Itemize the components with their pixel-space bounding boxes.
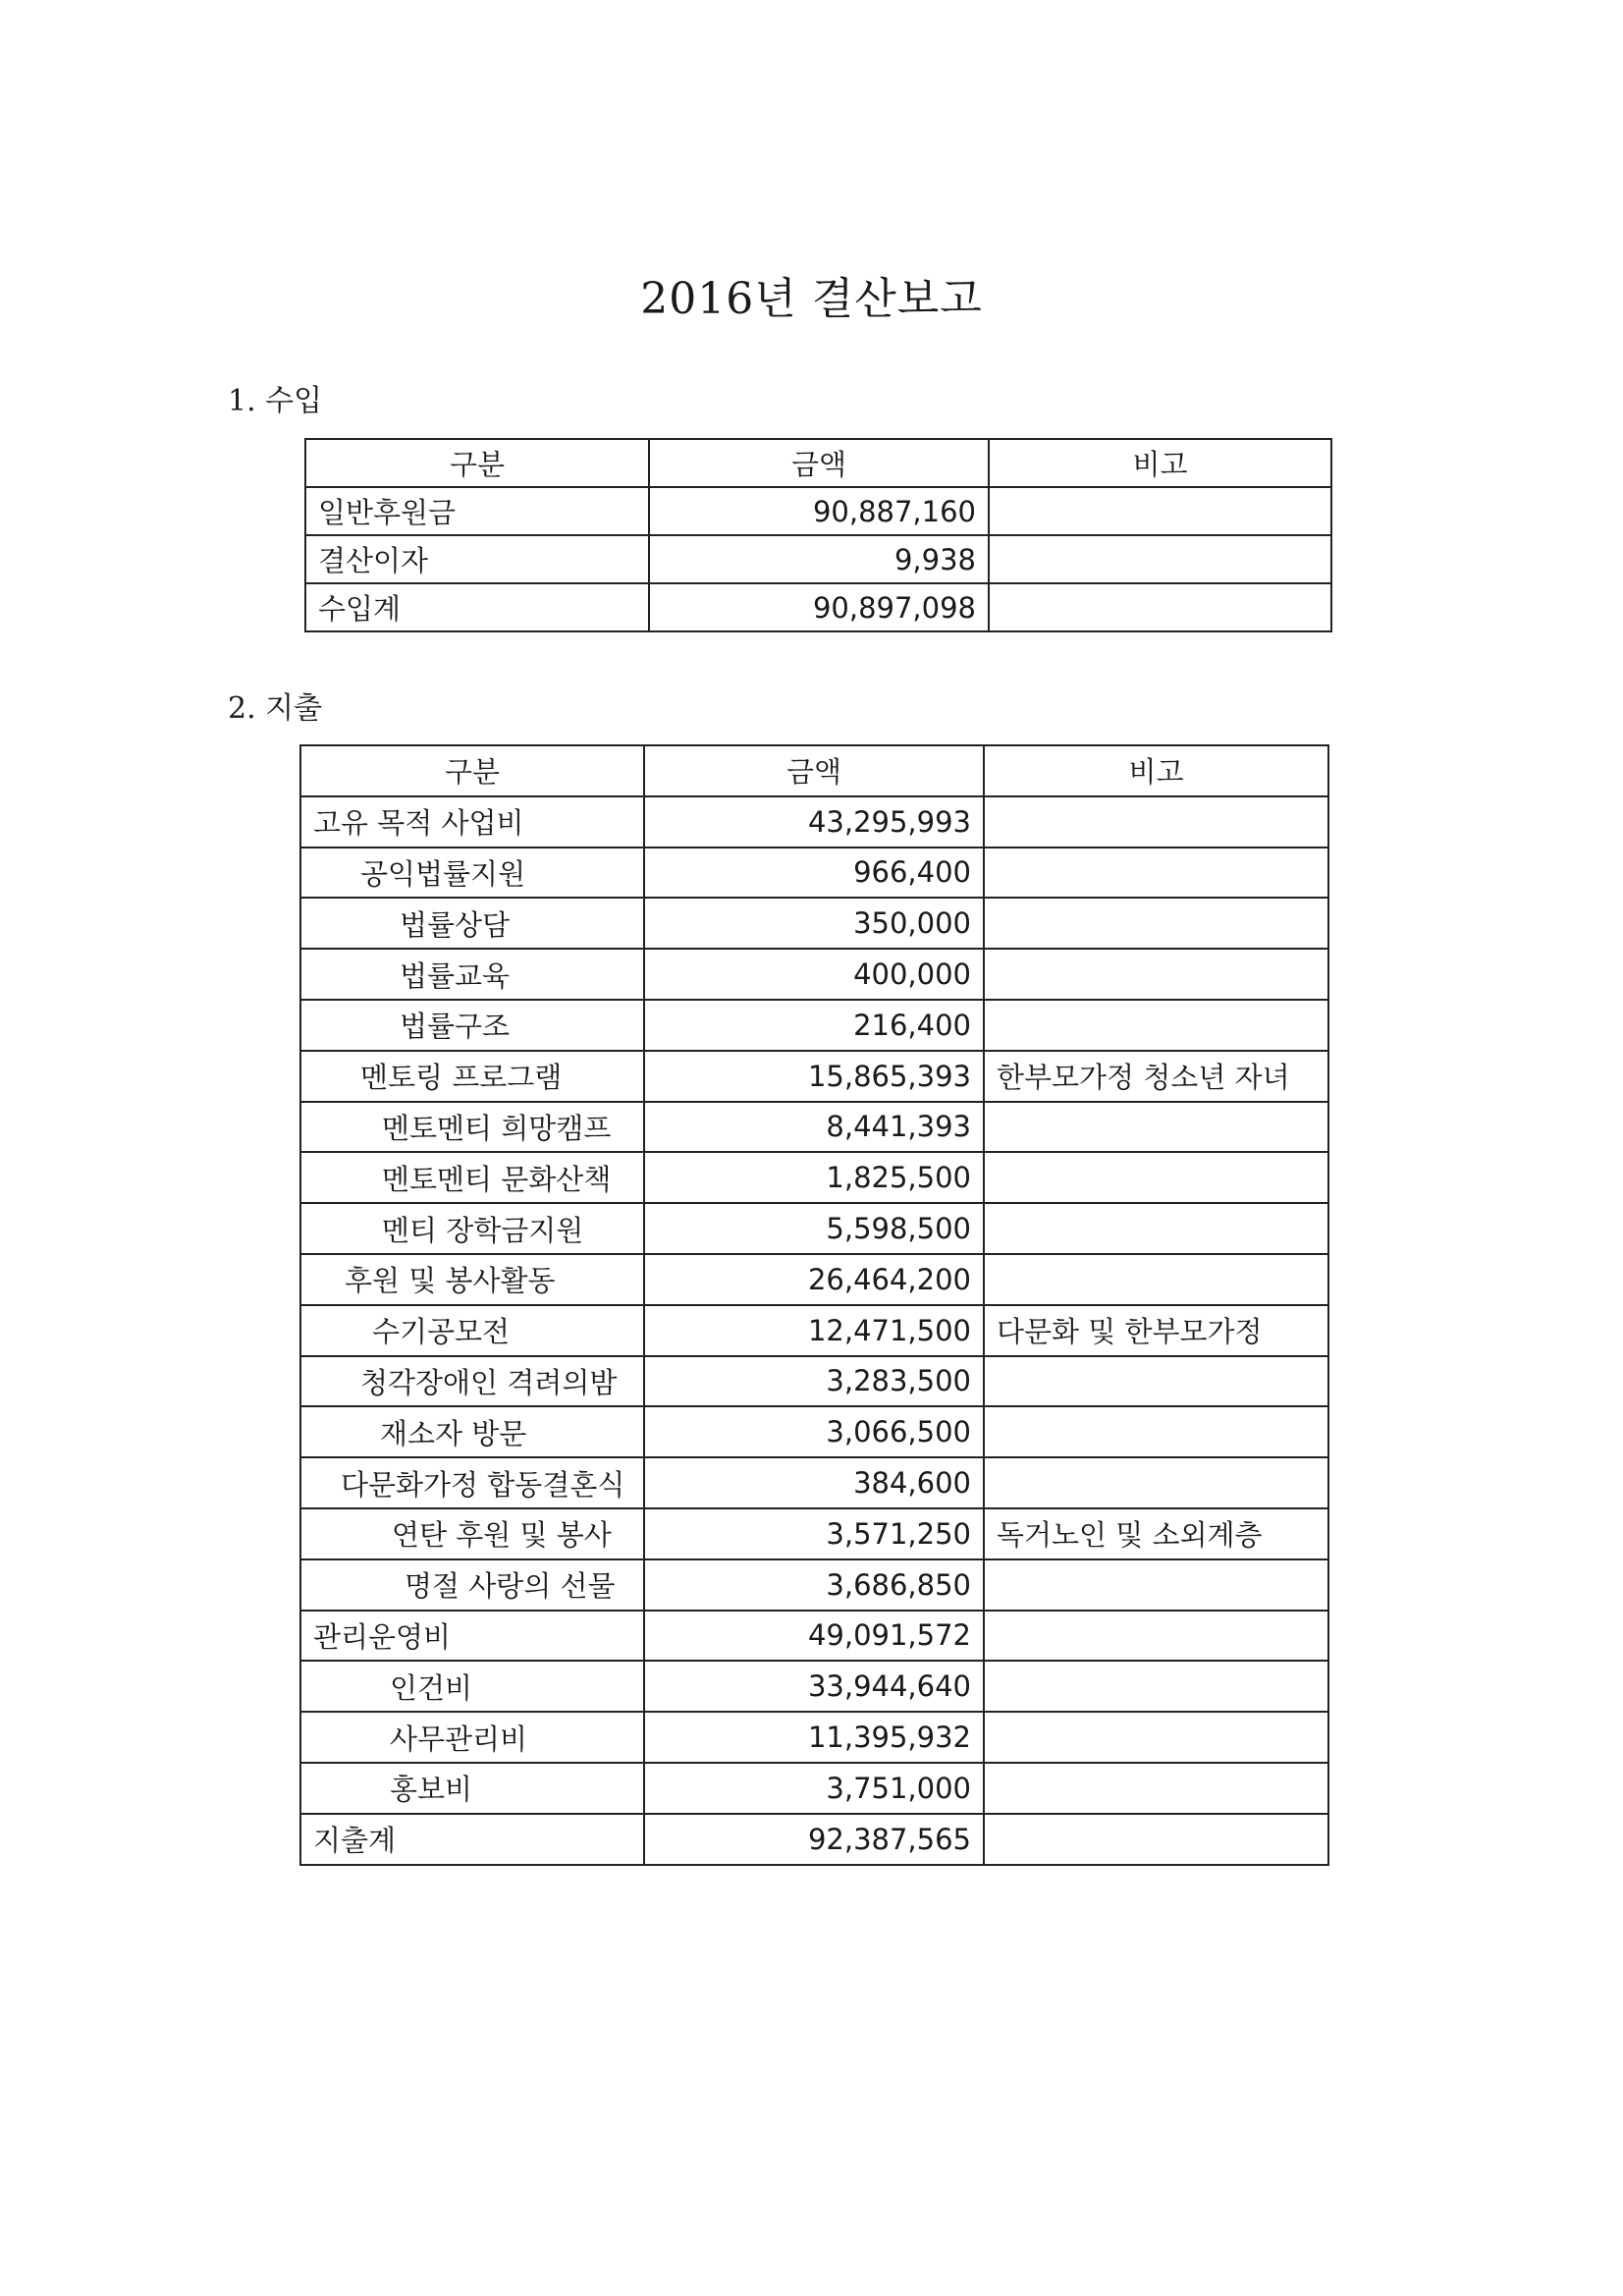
- row-label: 법률교육: [300, 949, 644, 1000]
- row-note: 다문화 및 한부모가정: [984, 1305, 1328, 1356]
- table-row: [300, 1203, 1328, 1254]
- row-amount: 33,944,640: [644, 1661, 984, 1712]
- row-note: [984, 1712, 1328, 1763]
- row-amount: 1,825,500: [644, 1152, 984, 1203]
- row-note: [984, 1814, 1328, 1865]
- row-note: [984, 1559, 1328, 1611]
- row-note: [984, 1102, 1328, 1153]
- row-amount: 12,471,500: [644, 1305, 984, 1356]
- row-label: 명절 사랑의 선물: [300, 1559, 644, 1611]
- row-note: [984, 1152, 1328, 1203]
- row-amount: 384,600: [644, 1457, 984, 1508]
- table-row: [300, 1508, 1328, 1559]
- row-note: [989, 583, 1331, 631]
- row-amount: 92,387,565: [644, 1814, 984, 1865]
- row-amount: 350,000: [644, 898, 984, 949]
- income-table: [304, 438, 1332, 632]
- row-label: 법률상담: [300, 898, 644, 949]
- row-note: [984, 949, 1328, 1000]
- row-amount: 90,887,160: [649, 487, 989, 535]
- table-row: [300, 898, 1328, 949]
- table-row: [305, 535, 1331, 583]
- table-row: [300, 847, 1328, 899]
- row-amount: 8,441,393: [644, 1102, 984, 1153]
- row-amount: 43,295,993: [644, 796, 984, 847]
- income-header-row: [305, 439, 1331, 487]
- row-label: 사무관리비: [300, 1712, 644, 1763]
- row-label: 멘토멘티 문화산책: [300, 1152, 644, 1203]
- column-header-note: 비고: [984, 745, 1328, 796]
- column-header-category: 구분: [305, 439, 649, 487]
- row-note: 독거노인 및 소외계층: [984, 1508, 1328, 1559]
- row-note: [984, 1661, 1328, 1712]
- row-label: 멘티 장학금지원: [300, 1203, 644, 1254]
- page-title: 2016년 결산보고: [640, 274, 983, 324]
- row-label: 후원 및 봉사활동: [300, 1254, 644, 1305]
- row-label: 멘토멘티 희망캠프: [300, 1102, 644, 1153]
- row-amount: 966,400: [644, 847, 984, 899]
- row-label: 결산이자: [305, 535, 649, 583]
- column-header-note: 비고: [989, 439, 1331, 487]
- row-label: 멘토링 프로그램: [300, 1051, 644, 1102]
- table-row: [300, 1457, 1328, 1508]
- expense-header-row: [300, 745, 1328, 796]
- row-amount: 3,066,500: [644, 1406, 984, 1457]
- row-note: [984, 1254, 1328, 1305]
- row-amount: 3,571,250: [644, 1508, 984, 1559]
- row-note: 한부모가정 청소년 자녀: [984, 1051, 1328, 1102]
- table-row: [300, 949, 1328, 1000]
- row-label: 수기공모전: [300, 1305, 644, 1356]
- table-row-total: [305, 583, 1331, 631]
- row-note: [989, 487, 1331, 535]
- row-amount: 11,395,932: [644, 1712, 984, 1763]
- table-row: [300, 1051, 1328, 1102]
- expense-table: [299, 744, 1329, 1866]
- column-header-amount: 금액: [644, 745, 984, 796]
- table-row: [300, 1712, 1328, 1763]
- row-amount: 3,283,500: [644, 1356, 984, 1407]
- table-row-total: [300, 1814, 1328, 1865]
- row-label: 연탄 후원 및 봉사: [300, 1508, 644, 1559]
- row-label: 다문화가정 합동결혼식: [300, 1457, 644, 1508]
- row-label: 공익법률지원: [300, 847, 644, 899]
- table-row: [300, 1102, 1328, 1153]
- row-note: [984, 1763, 1328, 1814]
- row-label: 지출계: [300, 1814, 644, 1865]
- row-label: 인건비: [300, 1661, 644, 1712]
- row-amount: 15,865,393: [644, 1051, 984, 1102]
- row-amount: 400,000: [644, 949, 984, 1000]
- row-note: [984, 898, 1328, 949]
- row-label: 재소자 방문: [300, 1406, 644, 1457]
- row-amount: 49,091,572: [644, 1611, 984, 1662]
- row-note: [984, 1356, 1328, 1407]
- table-row: [300, 1559, 1328, 1611]
- table-row: [300, 1611, 1328, 1662]
- income-section-heading: 1. 수입: [228, 384, 323, 418]
- row-amount: 90,897,098: [649, 583, 989, 631]
- column-header-amount: 금액: [649, 439, 989, 487]
- table-row: [300, 1406, 1328, 1457]
- row-label: 관리운영비: [300, 1611, 644, 1662]
- table-row: [300, 1305, 1328, 1356]
- table-row: [300, 1356, 1328, 1407]
- row-amount: 9,938: [649, 535, 989, 583]
- table-row: [300, 796, 1328, 847]
- table-row: [305, 487, 1331, 535]
- table-row: [300, 1661, 1328, 1712]
- row-note: [984, 847, 1328, 899]
- row-note: [984, 1000, 1328, 1051]
- row-amount: 26,464,200: [644, 1254, 984, 1305]
- row-note: [984, 1611, 1328, 1662]
- row-note: [984, 796, 1328, 847]
- row-label: 수입계: [305, 583, 649, 631]
- table-row: [300, 1763, 1328, 1814]
- row-label: 홍보비: [300, 1763, 644, 1814]
- row-note: [984, 1406, 1328, 1457]
- row-label: 법률구조: [300, 1000, 644, 1051]
- row-note: [984, 1203, 1328, 1254]
- row-label: 고유 목적 사업비: [300, 796, 644, 847]
- column-header-category: 구분: [300, 745, 644, 796]
- row-amount: 3,751,000: [644, 1763, 984, 1814]
- row-note: [984, 1457, 1328, 1508]
- row-amount: 3,686,850: [644, 1559, 984, 1611]
- row-amount: 216,400: [644, 1000, 984, 1051]
- table-row: [300, 1254, 1328, 1305]
- table-row: [300, 1152, 1328, 1203]
- row-note: [989, 535, 1331, 583]
- row-label: 일반후원금: [305, 487, 649, 535]
- table-row: [300, 1000, 1328, 1051]
- expense-section-heading: 2. 지출: [228, 691, 323, 726]
- row-label: 청각장애인 격려의밤: [300, 1356, 644, 1407]
- row-amount: 5,598,500: [644, 1203, 984, 1254]
